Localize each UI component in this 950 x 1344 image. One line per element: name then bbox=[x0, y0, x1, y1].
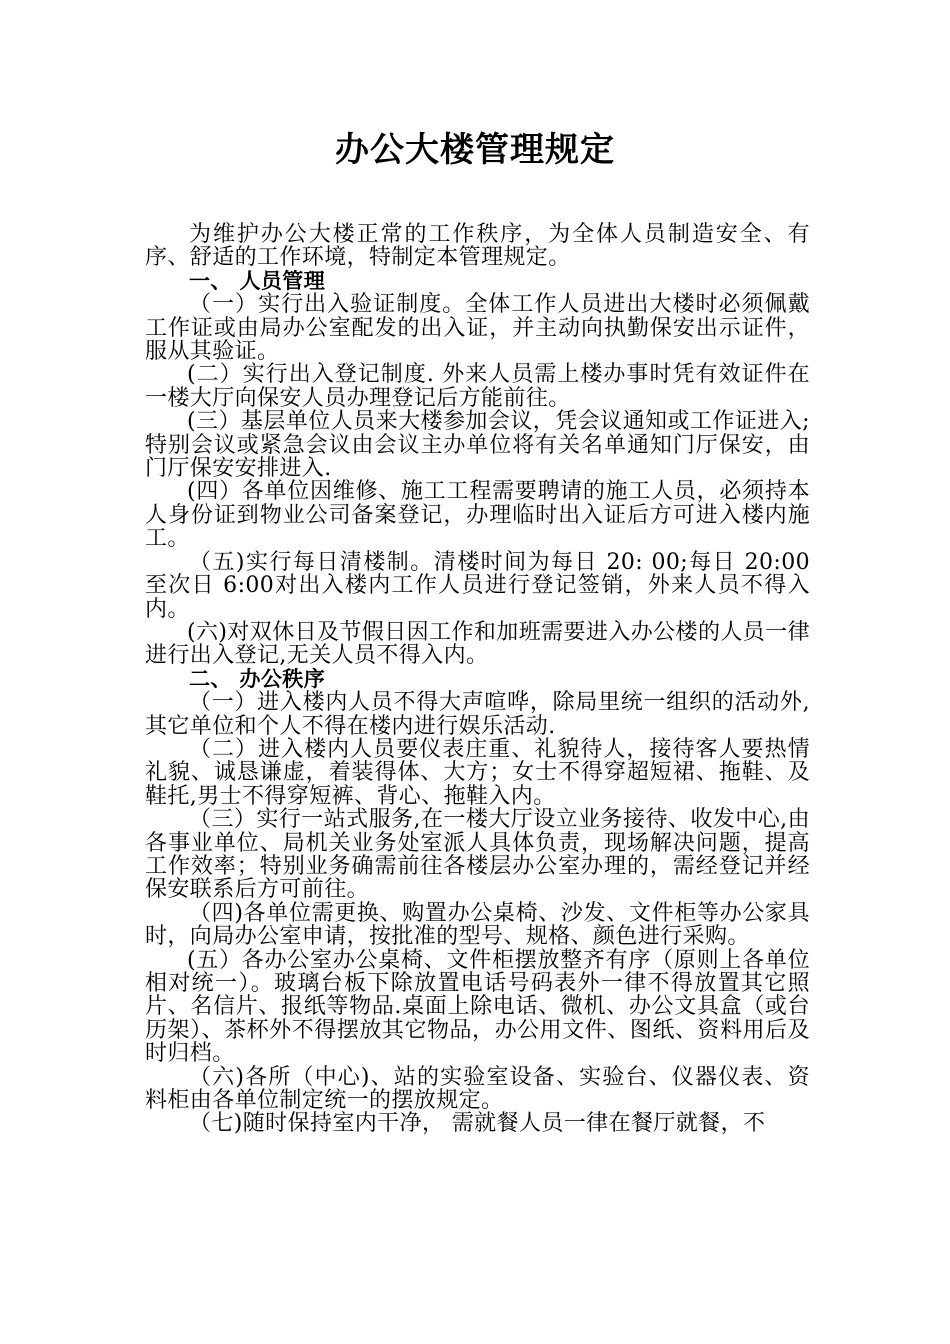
list-item: （二）进入楼内人员要仪表庄重、礼貌待人，接待客人要热情礼貌、诚恳谦虚，着装得体、大方；女士不得穿超短裙、拖鞋、及鞋托,男士不得穿短裤、背心、拖鞋入内。 bbox=[145, 736, 810, 809]
list-item: (三）基层单位人员来大楼参加会议，凭会议通知或工作证进入; 特别会议或紧急会议由会议主办单位将有关名单通知门厅保安，由门厅保安安排进入. bbox=[145, 409, 810, 482]
document-body bbox=[145, 223, 810, 1136]
list-item: (五）各办公室办公桌椅、文件柜摆放整齐有序（原则上各单位相对统一）。玻璃台板下除放置电话号码表外一律不得放置其它照片、名信片、报纸等物品.桌面上除电话、微机、办公文具盒（或台历架）、茶杯外不得摆放其它物品，办公用文件、图纸、资料用后及时归档。 bbox=[145, 947, 810, 1067]
list-item: (四）各单位因维修、施工工程需要聘请的施工人员，必须持本人身份证到物业公司备案登记，办理临时出入证后方可进入楼内施工。 bbox=[145, 479, 810, 552]
list-item: （七)随时保持室内干净， 需就餐人员一律在餐厅就餐，不 bbox=[189, 1111, 766, 1137]
list-item: （一）进入楼内人员不得大声喧哗，除局里统一组织的活动外,其它单位和个人不得在楼内进行娱乐活动. bbox=[145, 690, 810, 739]
list-item: （三）实行一站式服务,在一楼大厅设立业务接待、收发中心,由各事业单位、局机关业务处室派人具体负责，现场解决问题，提高工作效率；特别业务确需前往各楼层办公室办理的，需经登记并经保安联系后方可前往。 bbox=[145, 807, 810, 903]
list-item: (六)对双休日及节假日因工作和加班需要进入办公楼的人员一律进行出入登记,无关人员不得入内。 bbox=[145, 619, 810, 669]
intro-paragraph: 为维护办公大楼正常的工作秩序，为全体人员制造安全、有序、舒适的工作环境，特制定本管理规定。 bbox=[145, 222, 810, 271]
list-item: （一）实行出入验证制度。全体工作人员进出大楼时必须佩戴工作证或由局办公室配发的出入证，并主动向执勤保安出示证件，服从其验证。 bbox=[145, 292, 810, 365]
list-item: (二）实行出入登记制度. 外来人员需上楼办事时凭有效证件在一楼大厅向保安人员办理登记后方能前往。 bbox=[145, 362, 810, 411]
list-item: （五)实行每日清楼制。清楼时间为每日 20: 00;每日 20:00 至次日 6:00对出入楼内工作人员进行登记签销，外来人员不得入内。 bbox=[145, 549, 810, 622]
document-title: 办公大楼管理规定 bbox=[335, 130, 615, 170]
list-item: （四)各单位需更换、购置办公桌椅、沙发、文件柜等办公家具时，向局办公室申请，按批准的型号、规格、颜色进行采购。 bbox=[145, 900, 810, 950]
section-heading-office-order: 二、 办公秩序 bbox=[189, 666, 326, 691]
section-heading-personnel: 一、 人员管理 bbox=[189, 268, 326, 293]
list-item: （六)各所（中心)、站的实验室设备、实验台、仪器仪表、资料柜由各单位制定统一的摆放规定。 bbox=[145, 1064, 810, 1114]
